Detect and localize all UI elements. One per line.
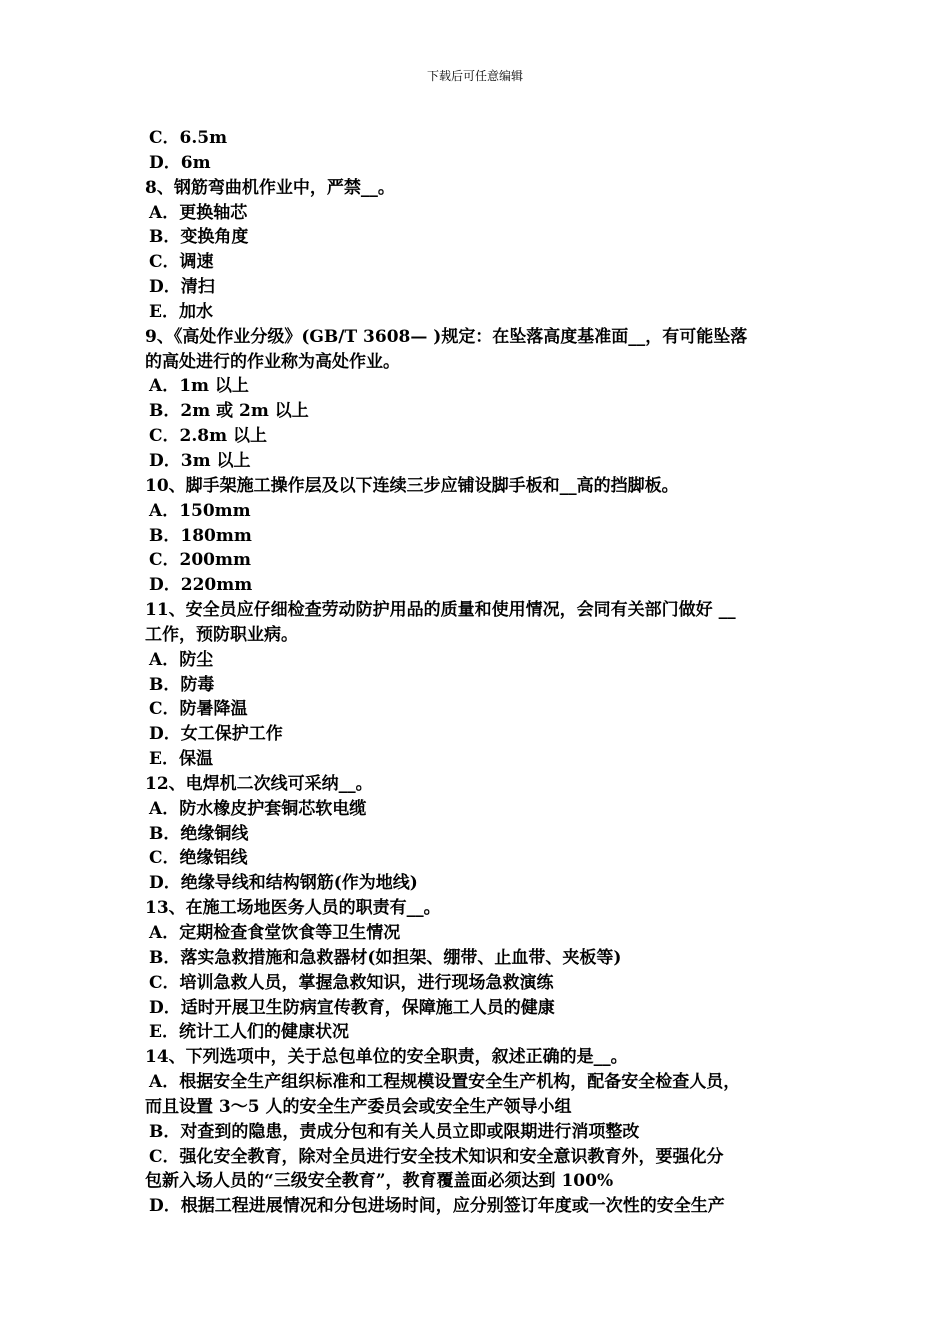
answer-option: B．2m 或 2m 以上	[149, 401, 309, 422]
answer-option: A．更换轴芯	[149, 202, 248, 223]
answer-option: A．防尘	[149, 649, 214, 670]
question-text: 而且设置 3～5 人的安全生产委员会或安全生产领导小组	[145, 1096, 572, 1117]
question-text: 11、安全员应仔细检查劳动防护用品的质量和使用情况，会同有关部门做好 __	[145, 600, 736, 621]
question-text: 13、在施工场地医务人员的职责有__。	[145, 898, 441, 919]
answer-option: A．1m 以上	[149, 376, 249, 397]
answer-option: D．适时开展卫生防病宣传教育，保障施工人员的健康	[149, 997, 555, 1018]
answer-option: B．变换角度	[149, 227, 249, 248]
document-body	[145, 126, 825, 1219]
answer-option: B．对查到的隐患，责成分包和有关人员立即或限期进行消项整改	[149, 1121, 640, 1142]
answer-option: D．220mm	[149, 575, 253, 596]
answer-option: C．2.8m 以上	[149, 426, 268, 447]
answer-option: C．强化安全教育，除对全员进行安全技术知识和安全意识教育外，要强化分	[149, 1146, 724, 1167]
answer-option: E．加水	[149, 301, 213, 322]
answer-option: E．保温	[149, 749, 213, 770]
answer-option: C．绝缘铝线	[149, 848, 248, 869]
answer-option: C．调速	[149, 252, 214, 273]
answer-option: B．落实急救措施和急救器材(如担架、绷带、止血带、夹板等)	[149, 947, 622, 968]
question-text: 的高处进行的作业称为高处作业。	[145, 351, 400, 372]
answer-option: B．180mm	[149, 525, 252, 546]
answer-option: C．6.5m	[149, 128, 228, 148]
answer-option: B．防毒	[149, 674, 215, 695]
answer-option: D．根据工程进展情况和分包进场时间，应分别签订年度或一次性的安全生产	[149, 1196, 725, 1217]
question-text: 14、下列选项中，关于总包单位的安全职责，叙述正确的是__。	[145, 1047, 628, 1068]
question-text: 8、钢筋弯曲机作业中，严禁__。	[145, 177, 395, 198]
page-header: 下载后可任意编辑	[426, 69, 523, 83]
answer-option: D．女工保护工作	[149, 724, 283, 745]
answer-option: A．根据安全生产组织标准和工程规模设置安全生产机构，配备安全检查人员，	[149, 1072, 741, 1093]
question-text: 10、脚手架施工操作层及以下连续三步应铺设脚手板和__高的挡脚板。	[145, 475, 679, 496]
answer-option: C．防暑降温	[149, 699, 248, 720]
question-text: 包新入场人员的“三级安全教育”，教育覆盖面必须达到 100%	[145, 1171, 614, 1192]
question-text: 12、电焊机二次线可采纳__。	[145, 773, 373, 794]
answer-option: B．绝缘铜线	[149, 823, 249, 844]
question-text: 9、《高处作业分级》(GB/T 3608— )规定：在坠落高度基准面__，有可能坠落	[145, 326, 748, 347]
answer-option: C．培训急救人员，掌握急救知识，进行现场急救演练	[149, 972, 554, 993]
question-text: 工作，预防职业病。	[145, 624, 298, 645]
answer-option: D．6m	[149, 152, 211, 173]
answer-option: C．200mm	[149, 550, 251, 571]
answer-option: D．清扫	[149, 277, 215, 298]
answer-option: A．150mm	[149, 500, 251, 521]
answer-option: A．防水橡皮护套铜芯软电缆	[149, 798, 367, 819]
answer-option: E．统计工人们的健康状况	[149, 1022, 349, 1043]
answer-option: D．3m 以上	[149, 450, 251, 471]
answer-option: D．绝缘导线和结构钢筋(作为地线)	[149, 873, 418, 894]
answer-option: A．定期检查食堂饮食等卫生情况	[149, 923, 401, 943]
